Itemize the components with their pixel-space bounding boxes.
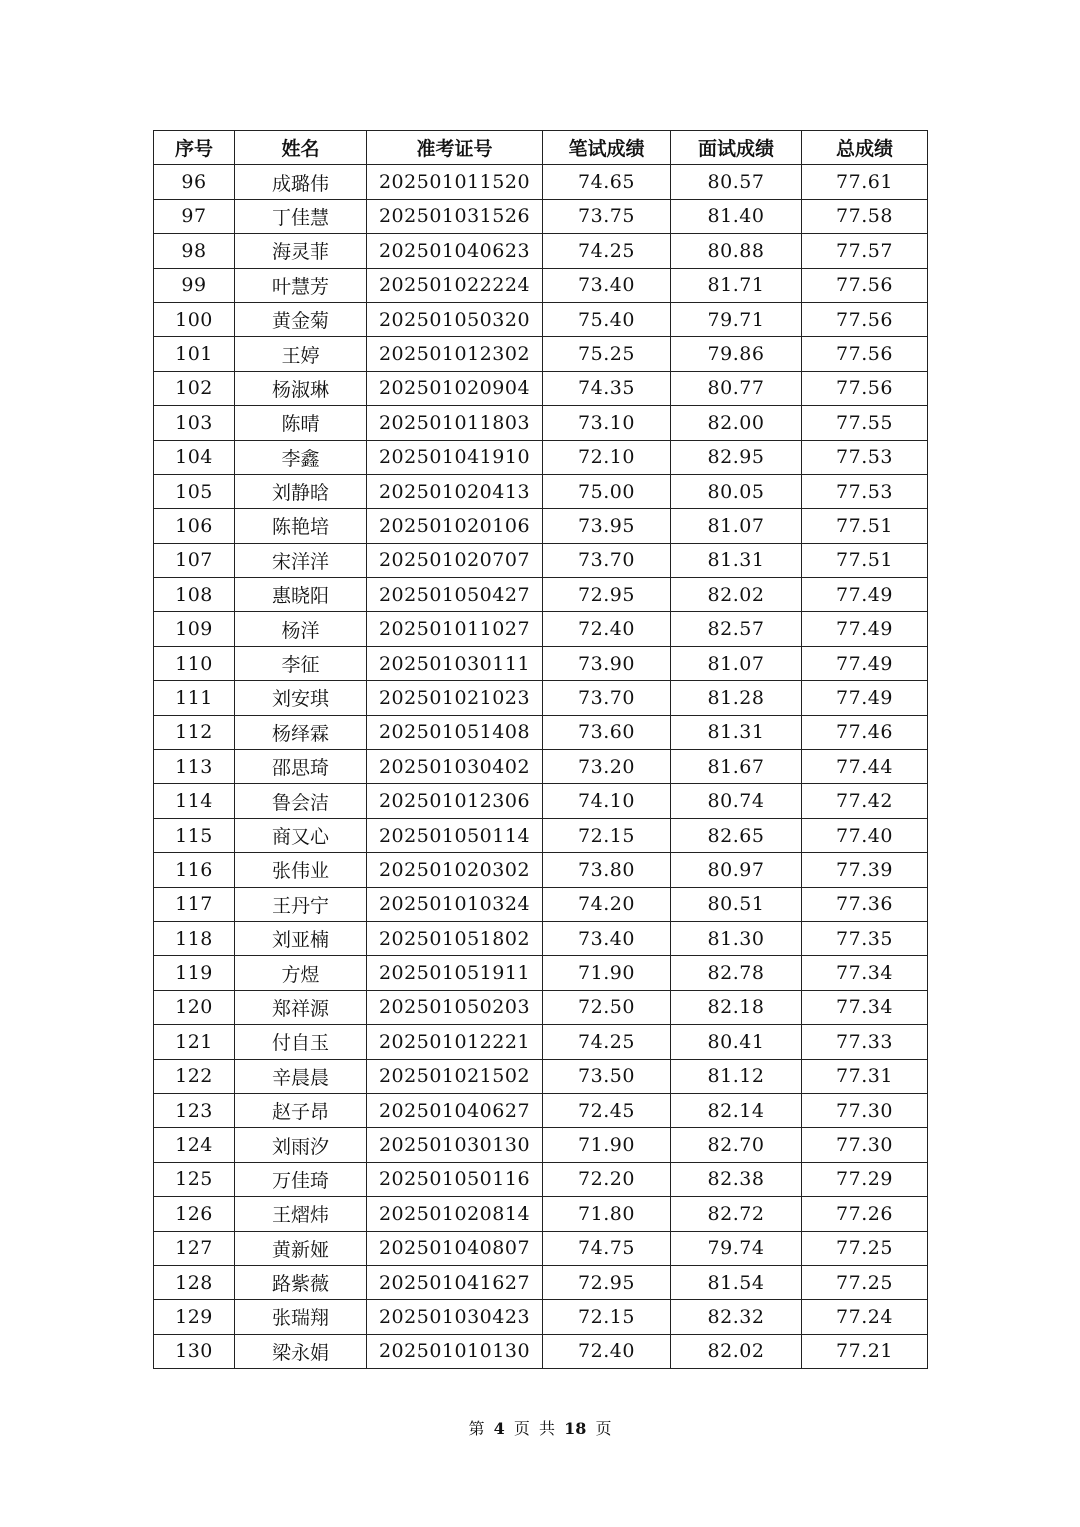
cell-index: 98 [154, 234, 235, 268]
footer-page-number: 4 [493, 1419, 505, 1438]
cell-name: 付自玉 [235, 1025, 367, 1059]
cell-name: 辛晨晨 [235, 1059, 367, 1093]
footer-prefix: 第 [468, 1419, 485, 1438]
cell-interview-score: 79.86 [671, 337, 802, 371]
cell-index: 103 [154, 406, 235, 440]
cell-index: 113 [154, 750, 235, 784]
table-row [154, 1300, 928, 1334]
cell-interview-score: 80.05 [671, 474, 802, 508]
cell-exam-id: 202501022224 [367, 268, 543, 302]
cell-interview-score: 81.30 [671, 921, 802, 955]
cell-interview-score: 80.88 [671, 234, 802, 268]
cell-interview-score: 82.02 [671, 1334, 802, 1368]
cell-written-score: 71.80 [543, 1197, 671, 1231]
header-interview-score: 面试成绩 [671, 131, 802, 165]
footer-middle: 页 共 [513, 1419, 555, 1438]
table-row [154, 853, 928, 887]
cell-index: 124 [154, 1128, 235, 1162]
cell-written-score: 72.95 [543, 1265, 671, 1299]
cell-exam-id: 202501020707 [367, 543, 543, 577]
cell-total-score: 77.33 [802, 1025, 928, 1059]
cell-name: 陈晴 [235, 406, 367, 440]
score-table [153, 130, 928, 1369]
cell-interview-score: 79.71 [671, 302, 802, 336]
header-total-score: 总成绩 [802, 131, 928, 165]
cell-exam-id: 202501040807 [367, 1231, 543, 1265]
table-row [154, 1162, 928, 1196]
cell-exam-id: 202501051911 [367, 956, 543, 990]
cell-total-score: 77.31 [802, 1059, 928, 1093]
cell-index: 129 [154, 1300, 235, 1334]
cell-written-score: 73.60 [543, 715, 671, 749]
cell-index: 119 [154, 956, 235, 990]
cell-total-score: 77.44 [802, 750, 928, 784]
cell-exam-id: 202501011027 [367, 612, 543, 646]
cell-exam-id: 202501020814 [367, 1197, 543, 1231]
cell-written-score: 73.40 [543, 268, 671, 302]
cell-written-score: 73.70 [543, 681, 671, 715]
cell-total-score: 77.56 [802, 337, 928, 371]
cell-interview-score: 81.28 [671, 681, 802, 715]
cell-index: 110 [154, 646, 235, 680]
cell-index: 126 [154, 1197, 235, 1231]
cell-exam-id: 202501041910 [367, 440, 543, 474]
cell-interview-score: 81.54 [671, 1265, 802, 1299]
cell-total-score: 77.35 [802, 921, 928, 955]
cell-name: 王丹宁 [235, 887, 367, 921]
cell-index: 121 [154, 1025, 235, 1059]
cell-written-score: 73.95 [543, 509, 671, 543]
cell-interview-score: 81.71 [671, 268, 802, 302]
cell-total-score: 77.49 [802, 681, 928, 715]
cell-index: 114 [154, 784, 235, 818]
cell-exam-id: 202501010324 [367, 887, 543, 921]
cell-name: 梁永娟 [235, 1334, 367, 1368]
cell-name: 王婷 [235, 337, 367, 371]
cell-name: 叶慧芳 [235, 268, 367, 302]
table-row [154, 268, 928, 302]
header-index: 序号 [154, 131, 235, 165]
cell-total-score: 77.25 [802, 1231, 928, 1265]
cell-exam-id: 202501030423 [367, 1300, 543, 1334]
cell-exam-id: 202501020302 [367, 853, 543, 887]
cell-written-score: 74.20 [543, 887, 671, 921]
cell-total-score: 77.36 [802, 887, 928, 921]
table-row [154, 1334, 928, 1368]
cell-interview-score: 81.07 [671, 509, 802, 543]
cell-index: 120 [154, 990, 235, 1024]
cell-index: 101 [154, 337, 235, 371]
cell-written-score: 71.90 [543, 1128, 671, 1162]
table-row [154, 612, 928, 646]
cell-exam-id: 202501050116 [367, 1162, 543, 1196]
cell-total-score: 77.39 [802, 853, 928, 887]
cell-name: 杨淑琳 [235, 371, 367, 405]
cell-interview-score: 80.57 [671, 165, 802, 199]
cell-index: 130 [154, 1334, 235, 1368]
cell-index: 100 [154, 302, 235, 336]
footer-suffix: 页 [595, 1419, 612, 1438]
cell-written-score: 74.25 [543, 1025, 671, 1059]
table-row [154, 784, 928, 818]
cell-exam-id: 202501021023 [367, 681, 543, 715]
table-row [154, 956, 928, 990]
table-row [154, 715, 928, 749]
cell-exam-id: 202501012221 [367, 1025, 543, 1059]
cell-total-score: 77.57 [802, 234, 928, 268]
cell-written-score: 74.65 [543, 165, 671, 199]
cell-interview-score: 81.31 [671, 715, 802, 749]
cell-interview-score: 82.00 [671, 406, 802, 440]
cell-total-score: 77.21 [802, 1334, 928, 1368]
cell-index: 96 [154, 165, 235, 199]
cell-total-score: 77.56 [802, 268, 928, 302]
page-footer [0, 1416, 1080, 1439]
cell-exam-id: 202501012306 [367, 784, 543, 818]
cell-name: 商又心 [235, 818, 367, 852]
cell-name: 鲁会洁 [235, 784, 367, 818]
cell-interview-score: 82.14 [671, 1093, 802, 1127]
cell-interview-score: 80.74 [671, 784, 802, 818]
cell-written-score: 72.40 [543, 612, 671, 646]
cell-name: 成璐伟 [235, 165, 367, 199]
cell-total-score: 77.30 [802, 1128, 928, 1162]
cell-name: 杨洋 [235, 612, 367, 646]
table-body [154, 165, 928, 1369]
cell-name: 张瑞翔 [235, 1300, 367, 1334]
cell-exam-id: 202501050320 [367, 302, 543, 336]
cell-written-score: 73.70 [543, 543, 671, 577]
cell-interview-score: 81.07 [671, 646, 802, 680]
cell-interview-score: 79.74 [671, 1231, 802, 1265]
cell-written-score: 72.50 [543, 990, 671, 1024]
cell-exam-id: 202501041627 [367, 1265, 543, 1299]
cell-total-score: 77.61 [802, 165, 928, 199]
cell-index: 128 [154, 1265, 235, 1299]
cell-interview-score: 82.57 [671, 612, 802, 646]
cell-index: 115 [154, 818, 235, 852]
cell-written-score: 75.40 [543, 302, 671, 336]
table-row [154, 750, 928, 784]
cell-index: 109 [154, 612, 235, 646]
cell-name: 陈艳培 [235, 509, 367, 543]
cell-written-score: 74.25 [543, 234, 671, 268]
cell-total-score: 77.56 [802, 371, 928, 405]
cell-exam-id: 202501011520 [367, 165, 543, 199]
cell-name: 杨绎霖 [235, 715, 367, 749]
header-name: 姓名 [235, 131, 367, 165]
cell-index: 117 [154, 887, 235, 921]
table-row [154, 165, 928, 199]
cell-total-score: 77.26 [802, 1197, 928, 1231]
cell-name: 黄金菊 [235, 302, 367, 336]
cell-index: 111 [154, 681, 235, 715]
cell-exam-id: 202501050114 [367, 818, 543, 852]
cell-name: 赵子昂 [235, 1093, 367, 1127]
header-row [154, 131, 928, 165]
table-row [154, 543, 928, 577]
cell-index: 105 [154, 474, 235, 508]
table-row [154, 371, 928, 405]
table-row [154, 578, 928, 612]
cell-total-score: 77.49 [802, 578, 928, 612]
cell-total-score: 77.30 [802, 1093, 928, 1127]
cell-total-score: 77.51 [802, 509, 928, 543]
cell-total-score: 77.49 [802, 612, 928, 646]
table-row [154, 1093, 928, 1127]
cell-exam-id: 202501011803 [367, 406, 543, 440]
cell-index: 104 [154, 440, 235, 474]
cell-interview-score: 81.12 [671, 1059, 802, 1093]
cell-total-score: 77.34 [802, 990, 928, 1024]
cell-name: 邵思琦 [235, 750, 367, 784]
table-row [154, 302, 928, 336]
cell-exam-id: 202501020106 [367, 509, 543, 543]
cell-exam-id: 202501050203 [367, 990, 543, 1024]
cell-index: 118 [154, 921, 235, 955]
cell-index: 108 [154, 578, 235, 612]
cell-total-score: 77.53 [802, 474, 928, 508]
table-row [154, 887, 928, 921]
table-row [154, 474, 928, 508]
cell-index: 125 [154, 1162, 235, 1196]
cell-interview-score: 81.67 [671, 750, 802, 784]
table-row [154, 199, 928, 233]
cell-index: 122 [154, 1059, 235, 1093]
table-row [154, 337, 928, 371]
cell-exam-id: 202501012302 [367, 337, 543, 371]
cell-interview-score: 80.51 [671, 887, 802, 921]
cell-name: 丁佳慧 [235, 199, 367, 233]
cell-name: 刘静晗 [235, 474, 367, 508]
cell-index: 123 [154, 1093, 235, 1127]
cell-name: 王熠炜 [235, 1197, 367, 1231]
table-row [154, 440, 928, 474]
cell-name: 惠晓阳 [235, 578, 367, 612]
cell-name: 刘雨汐 [235, 1128, 367, 1162]
cell-index: 116 [154, 853, 235, 887]
cell-name: 方煜 [235, 956, 367, 990]
cell-index: 97 [154, 199, 235, 233]
cell-name: 宋洋洋 [235, 543, 367, 577]
cell-total-score: 77.49 [802, 646, 928, 680]
header-exam-id: 准考证号 [367, 131, 543, 165]
cell-interview-score: 82.65 [671, 818, 802, 852]
cell-index: 106 [154, 509, 235, 543]
cell-written-score: 71.90 [543, 956, 671, 990]
cell-written-score: 73.50 [543, 1059, 671, 1093]
cell-written-score: 72.95 [543, 578, 671, 612]
cell-written-score: 73.80 [543, 853, 671, 887]
table-row [154, 818, 928, 852]
cell-interview-score: 82.78 [671, 956, 802, 990]
cell-interview-score: 82.95 [671, 440, 802, 474]
cell-written-score: 73.90 [543, 646, 671, 680]
cell-exam-id: 202501010130 [367, 1334, 543, 1368]
cell-total-score: 77.40 [802, 818, 928, 852]
cell-interview-score: 82.02 [671, 578, 802, 612]
cell-index: 99 [154, 268, 235, 302]
cell-exam-id: 202501020413 [367, 474, 543, 508]
cell-exam-id: 202501050427 [367, 578, 543, 612]
cell-written-score: 73.75 [543, 199, 671, 233]
cell-interview-score: 82.32 [671, 1300, 802, 1334]
cell-exam-id: 202501020904 [367, 371, 543, 405]
cell-name: 刘安琪 [235, 681, 367, 715]
cell-total-score: 77.34 [802, 956, 928, 990]
cell-index: 102 [154, 371, 235, 405]
cell-interview-score: 82.72 [671, 1197, 802, 1231]
cell-exam-id: 202501051408 [367, 715, 543, 749]
table-row [154, 234, 928, 268]
cell-total-score: 77.56 [802, 302, 928, 336]
cell-written-score: 73.40 [543, 921, 671, 955]
cell-written-score: 75.00 [543, 474, 671, 508]
cell-name: 李鑫 [235, 440, 367, 474]
cell-exam-id: 202501030402 [367, 750, 543, 784]
cell-written-score: 74.10 [543, 784, 671, 818]
cell-total-score: 77.46 [802, 715, 928, 749]
cell-name: 路紫薇 [235, 1265, 367, 1299]
cell-name: 郑祥源 [235, 990, 367, 1024]
cell-written-score: 74.35 [543, 371, 671, 405]
footer-total-pages: 18 [564, 1419, 587, 1438]
header-written-score: 笔试成绩 [543, 131, 671, 165]
cell-total-score: 77.53 [802, 440, 928, 474]
cell-name: 海灵菲 [235, 234, 367, 268]
cell-interview-score: 80.77 [671, 371, 802, 405]
table-row [154, 1128, 928, 1162]
cell-total-score: 77.51 [802, 543, 928, 577]
cell-index: 127 [154, 1231, 235, 1265]
cell-index: 107 [154, 543, 235, 577]
table-row [154, 1231, 928, 1265]
cell-interview-score: 80.41 [671, 1025, 802, 1059]
cell-total-score: 77.29 [802, 1162, 928, 1196]
table-row [154, 646, 928, 680]
cell-name: 黄新娅 [235, 1231, 367, 1265]
cell-interview-score: 81.40 [671, 199, 802, 233]
cell-name: 李征 [235, 646, 367, 680]
cell-written-score: 74.75 [543, 1231, 671, 1265]
cell-total-score: 77.24 [802, 1300, 928, 1334]
cell-written-score: 72.20 [543, 1162, 671, 1196]
cell-total-score: 77.58 [802, 199, 928, 233]
cell-exam-id: 202501030130 [367, 1128, 543, 1162]
cell-exam-id: 202501021502 [367, 1059, 543, 1093]
cell-total-score: 77.25 [802, 1265, 928, 1299]
cell-name: 张伟业 [235, 853, 367, 887]
cell-exam-id: 202501051802 [367, 921, 543, 955]
table-row [154, 1059, 928, 1093]
cell-written-score: 73.10 [543, 406, 671, 440]
table-header [154, 131, 928, 165]
cell-written-score: 73.20 [543, 750, 671, 784]
cell-interview-score: 81.31 [671, 543, 802, 577]
cell-written-score: 72.15 [543, 818, 671, 852]
cell-written-score: 72.10 [543, 440, 671, 474]
table-row [154, 921, 928, 955]
cell-exam-id: 202501031526 [367, 199, 543, 233]
table-row [154, 1025, 928, 1059]
cell-index: 112 [154, 715, 235, 749]
cell-interview-score: 82.70 [671, 1128, 802, 1162]
cell-exam-id: 202501040623 [367, 234, 543, 268]
cell-total-score: 77.55 [802, 406, 928, 440]
cell-exam-id: 202501040627 [367, 1093, 543, 1127]
table-row [154, 509, 928, 543]
cell-name: 万佳琦 [235, 1162, 367, 1196]
cell-interview-score: 80.97 [671, 853, 802, 887]
table-row [154, 406, 928, 440]
table-row [154, 681, 928, 715]
cell-written-score: 75.25 [543, 337, 671, 371]
cell-written-score: 72.40 [543, 1334, 671, 1368]
table-row [154, 1265, 928, 1299]
cell-exam-id: 202501030111 [367, 646, 543, 680]
cell-total-score: 77.42 [802, 784, 928, 818]
cell-interview-score: 82.38 [671, 1162, 802, 1196]
cell-name: 刘亚楠 [235, 921, 367, 955]
table-row [154, 990, 928, 1024]
cell-written-score: 72.15 [543, 1300, 671, 1334]
cell-interview-score: 82.18 [671, 990, 802, 1024]
table-row [154, 1197, 928, 1231]
cell-written-score: 72.45 [543, 1093, 671, 1127]
